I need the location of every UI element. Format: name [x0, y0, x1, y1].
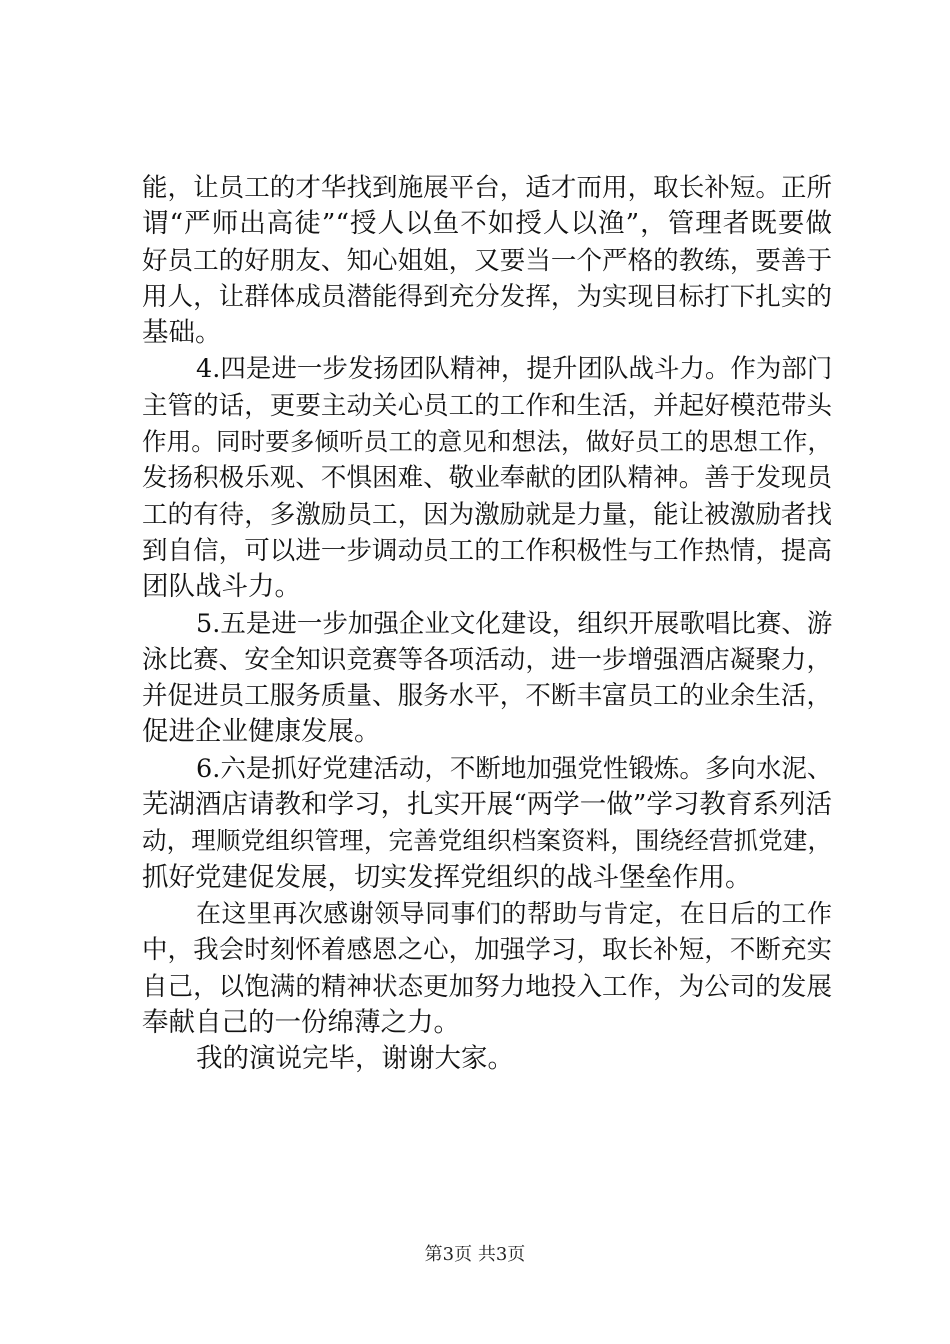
text-line: 动，理顺党组织管理，完善党组织档案资料，围绕经营抓党建，	[142, 826, 832, 856]
text-line: 基础。	[142, 317, 222, 349]
text-line: 发扬积极乐观、不惧困难、敬业奉献的团队精神。善于发现员	[142, 463, 832, 494]
text-line: 泳比赛、安全知识竞赛等各项活动，进一步增强酒店凝聚力，	[142, 644, 832, 675]
text-line: 能，让员工的才华找到施展平台，适才而用，取长补短。正所	[142, 173, 832, 203]
text-line: 在这里再次感谢领导同事们的帮助与肯定，在日后的工作	[196, 898, 832, 928]
text-line: 5.五是进一步加强企业文化建设，组织开展歌唱比赛、游	[196, 608, 833, 639]
text-line: 奉献自己的一份绵薄之力。	[142, 1006, 460, 1038]
text-line: 用人，让群体成员潜能得到充分发挥，为实现目标打下扎实的	[142, 281, 832, 312]
text-line: 促进企业健康发展。	[142, 716, 381, 748]
text-line: 好员工的好朋友、知心姐姐，又要当一个严格的教练，要善于	[142, 245, 832, 276]
text-line: 并促进员工服务质量、服务水平，不断丰富员工的业余生活，	[142, 681, 832, 712]
text-line: 团队战斗力。	[142, 571, 301, 603]
text-line: 工的有待，多激励员工，因为激励就是力量，能让被激励者找	[142, 499, 832, 530]
paragraph	[142, 351, 832, 605]
text-line: 我的演说完毕，谢谢大家。	[196, 1043, 514, 1075]
text-line: 4.四是进一步发扬团队精神，提升团队战斗力。作为部门	[196, 354, 833, 385]
paragraph	[142, 896, 832, 1041]
text-line: 谓“严师出高徒”“授人以鱼不如授人以渔”，管理者既要做	[142, 208, 832, 240]
text-line: 中，我会时刻怀着感恩之心，加强学习，取长补短，不断充实	[142, 935, 832, 966]
paragraph	[142, 606, 832, 751]
text-line: 作用。同时要多倾听员工的意见和想法，做好员工的思想工作，	[142, 427, 832, 457]
paragraph	[142, 170, 832, 351]
text-line: 自己，以饱满的精神状态更加努力地投入工作，为公司的发展	[142, 971, 832, 1002]
text-line: 抓好党建促发展，切实发挥党组织的战斗堡垒作用。	[142, 861, 752, 893]
page-footer: 第3页 共3页	[424, 1244, 526, 1265]
paragraph	[142, 751, 832, 896]
paragraph	[142, 1041, 832, 1077]
text-line: 6.六是抓好党建活动，不断地加强党性锻炼。多向水泥、	[196, 753, 833, 784]
document-body	[142, 170, 832, 1077]
text-line: 芜湖酒店请教和学习，扎实开展“两学一做”学习教育系列活	[142, 789, 832, 821]
text-line: 到自信，可以进一步调动员工的工作积极性与工作热情，提高	[142, 535, 832, 566]
text-line: 主管的话，更要主动关心员工的工作和生活，并起好模范带头	[142, 390, 832, 421]
